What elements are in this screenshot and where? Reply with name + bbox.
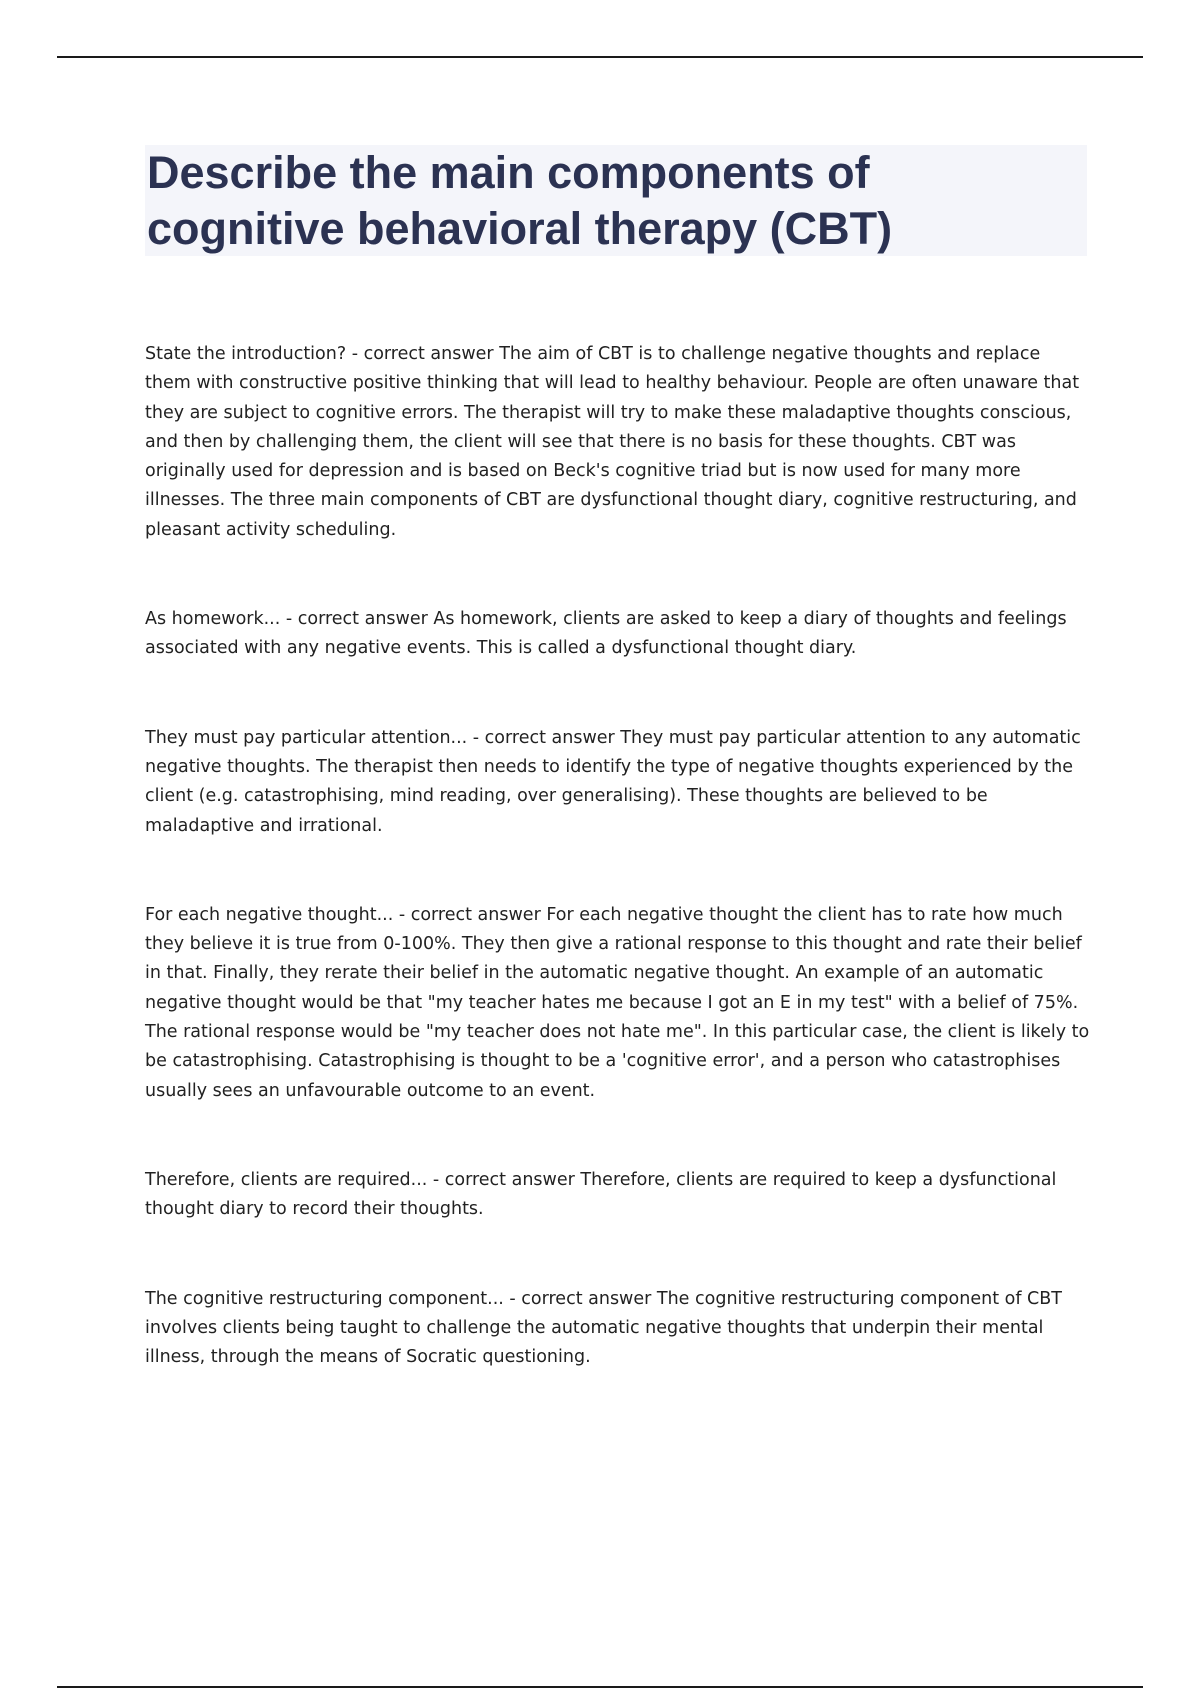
qa-answer: They must pay particular attention to any automatic negative thoughts. The therapist then needs to identify the type of negative thoughts experienced by the client (e.g. catastrophising, mind reading, over generalising). These thoughts are believed to be maladaptive and irrational. [145, 727, 1081, 836]
title-box [145, 145, 1087, 256]
page-title [145, 145, 1087, 257]
qa-item-attention [145, 724, 1090, 841]
title-line-2: cognitive behavioral therapy (CBT) [147, 203, 893, 254]
qa-item-negative-thought [145, 901, 1090, 1106]
qa-answer: For each negative thought the client has to rate how much they believe it is true from 0-100%. They then give a rational response to this thought and rate their belief in that. Finally, they rerate their belief in the automatic negative thought. An example of an automatic negative thought would be that "my teacher hates me because I got an E in my test" with a belief of 75%. The rational response would be "my teacher does not hate me". In this particular case, the client is likely to be catastrophising. Catastrophising is thought to be a 'cognitive error', and a person who catastrophises usually sees an unfavourable outcome to an event. [145, 904, 1090, 1101]
qa-question: For each negative thought... [145, 904, 394, 925]
qa-question: Therefore, clients are required... [145, 1169, 428, 1190]
qa-list [145, 340, 1090, 1432]
top-rule [57, 56, 1143, 58]
qa-answer: The cognitive restructuring component of CBT involves clients being taught to challenge the automatic negative thoughts that underpin their mental illness, through the means of Socratic questioning. [145, 1288, 1062, 1368]
qa-separator: - correct answer [393, 904, 547, 925]
qa-question: State the introduction? [145, 344, 347, 364]
qa-separator: - correct answer [427, 1169, 581, 1190]
qa-answer: As homework, clients are asked to keep a diary of thoughts and feelings associated with any negative events. This is called a dysfunctional thought diary. [145, 609, 1067, 659]
qa-separator: - correct answer [346, 344, 500, 364]
qa-item-homework [145, 605, 1090, 664]
qa-separator: - correct answer [503, 1288, 657, 1309]
qa-item-introduction [145, 340, 1090, 545]
qa-question: As homework... [145, 609, 281, 630]
qa-separator: - correct answer [280, 609, 434, 630]
qa-question: The cognitive restructuring component... [145, 1288, 504, 1309]
qa-answer: Therefore, clients are required to keep a dysfunctional thought diary to record their thoughts. [145, 1169, 1057, 1220]
qa-separator: - correct answer [467, 727, 621, 748]
qa-question: They must pay particular attention... [145, 727, 468, 748]
bottom-rule [57, 1686, 1143, 1688]
qa-item-restructuring [145, 1285, 1090, 1373]
title-line-1: Describe the main components of [147, 147, 870, 198]
qa-answer: The aim of CBT is to challenge negative thoughts and replace them with constructive positive thinking that will lead to healthy behaviour. People are often unaware that they are subject to cognitive errors. The therapist will try to make these maladaptive thoughts conscious, and then by challenging them, the client will see that there is no basis for these thoughts. CBT was originally used for depression and is based on Beck's cognitive triad but is now used for many more illnesses. The three main components of CBT are dysfunctional thought diary, cognitive restructuring, and pleasant activity scheduling. [145, 344, 1080, 540]
qa-item-required [145, 1166, 1090, 1225]
